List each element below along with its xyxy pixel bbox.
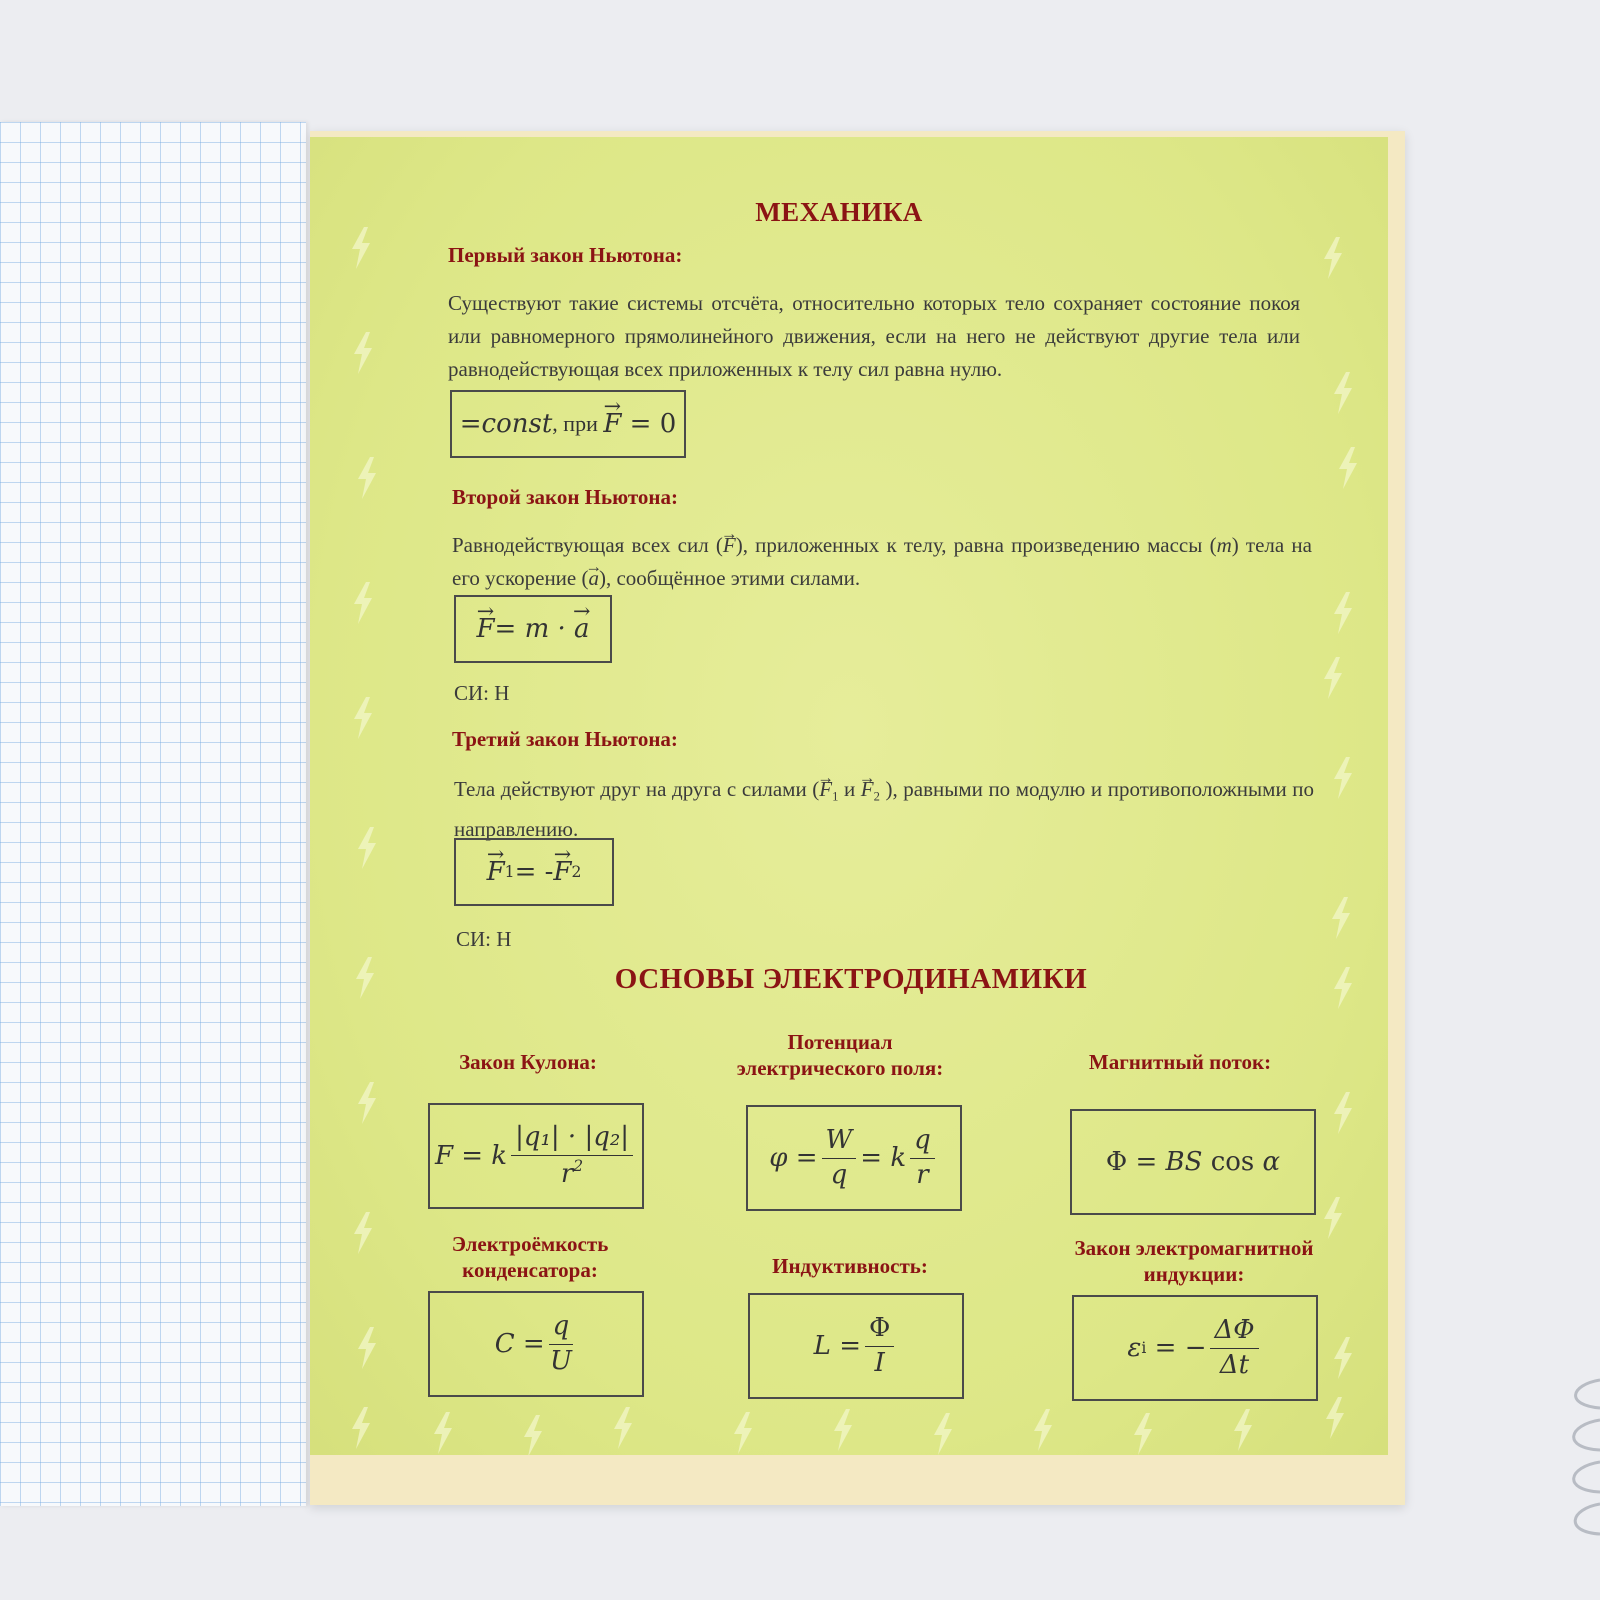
lightning-bolt-icon <box>1330 372 1356 414</box>
law2-text <box>452 529 1312 595</box>
induction-heading <box>1044 1235 1344 1287</box>
flux-heading: Магнитный поток: <box>1088 1050 1272 1074</box>
potential-num1: W <box>822 1126 857 1159</box>
law2-text-b: ), приложенных к телу, равна произведению массы ( <box>735 533 1217 557</box>
coulomb-formula-box <box>428 1103 644 1209</box>
formula-sub1: 1 <box>504 863 515 881</box>
lightning-bolt-icon <box>1030 1409 1056 1451</box>
lightning-bolt-icon <box>354 827 380 869</box>
lightning-bolt-icon <box>354 1082 380 1124</box>
content-panel <box>310 137 1388 1455</box>
lightning-bolt-icon <box>1322 1397 1348 1439</box>
potential-fraction1 <box>822 1126 857 1191</box>
lightning-bolt-icon <box>1328 897 1354 939</box>
law3-si-unit: СИ: Н <box>456 927 512 951</box>
lightning-bolt-icon <box>930 1413 956 1455</box>
grid-paper-page <box>0 122 306 1506</box>
potential-phi: φ = <box>769 1143 818 1173</box>
lightning-bolt-icon <box>1330 592 1356 634</box>
potential-formula-box <box>746 1105 962 1211</box>
induction-formula-box <box>1072 1295 1318 1401</box>
lightning-bolt-icon <box>1320 237 1346 279</box>
lightning-bolt-icon <box>1130 1413 1156 1455</box>
lightning-bolt-icon <box>348 1407 374 1449</box>
lightning-bolt-icon <box>830 1409 856 1451</box>
notebook-cover <box>310 131 1405 1505</box>
induction-heading-line1: Закон электромагнитной <box>1074 1236 1314 1260</box>
electrodynamics-title: ОСНОВЫ ЭЛЕКТРОДИНАМИКИ <box>614 963 1088 995</box>
induction-mid: = − <box>1146 1333 1207 1363</box>
flux-cos: cos <box>1202 1147 1263 1177</box>
law3-text-sub1: 1 <box>832 789 839 804</box>
law3-text-a: Тела действуют друг на друга с силами ( <box>454 777 820 801</box>
coulomb-den-base: r <box>560 1158 574 1189</box>
flux-formula-box <box>1070 1109 1316 1215</box>
law3-text-f2: → F <box>861 773 874 806</box>
lightning-bolt-icon <box>730 1412 756 1454</box>
lightning-bolt-icon <box>350 332 376 374</box>
lightning-bolt-icon <box>1330 1337 1356 1379</box>
law3-formula-box <box>454 838 614 906</box>
lightning-bolt-icon <box>430 1412 456 1454</box>
lightning-bolt-icon <box>1330 757 1356 799</box>
potential-fraction2 <box>910 1126 935 1191</box>
induction-num: ΔΦ <box>1210 1316 1258 1349</box>
law3-heading: Третий закон Ньютона: <box>452 727 678 751</box>
capacitance-heading-line2: конденсатора: <box>462 1258 598 1282</box>
law3-text-f1: → F <box>819 773 832 806</box>
induction-heading-line2: индукции: <box>1143 1262 1245 1286</box>
capacitance-num: q <box>549 1312 574 1345</box>
flux-bs: BS <box>1165 1147 1203 1177</box>
lightning-bolt-icon <box>1230 1409 1256 1451</box>
capacitance-fraction <box>549 1312 574 1377</box>
lightning-bolt-icon <box>348 227 374 269</box>
induction-fraction <box>1210 1316 1258 1381</box>
coulomb-fraction <box>511 1123 633 1190</box>
law3-text-b: ), равными по модулю и противоположными по направлению. <box>454 777 1314 842</box>
lightning-bolt-icon <box>1335 447 1361 489</box>
mechanics-title: МЕХАНИКА <box>755 197 923 227</box>
law1-text: Существуют такие системы отсчёта, относительно которых тело сохраняет состояние покоя или равномерного прямолинейного движения, если на него не действуют другие тела или равнодействующая всех приложенных к телу сил равна нулю. <box>448 291 1300 381</box>
induction-den: Δt <box>1219 1349 1250 1380</box>
induction-eps-sub: i <box>1141 1339 1147 1357</box>
formula-mass-times: = m · <box>494 614 575 644</box>
law2-text-d: ), сообщённое этими силами. <box>598 566 861 590</box>
lightning-bolt-icon <box>354 1327 380 1369</box>
lightning-bolt-icon <box>610 1407 636 1449</box>
inductance-heading: Индуктивность: <box>772 1254 928 1278</box>
formula-word: , при <box>552 411 604 436</box>
law2-formula-box <box>454 595 612 663</box>
capacitance-formula-box <box>428 1291 644 1397</box>
coulomb-lhs: F = k <box>434 1141 508 1171</box>
law1-formula-box <box>450 390 686 458</box>
law3-text-and: и <box>838 777 861 801</box>
inductance-fraction <box>865 1314 894 1379</box>
potential-den1: q <box>830 1159 848 1190</box>
formula-force-vector: → F <box>603 409 621 439</box>
law2-text-a: Равнодействующая всех сил ( <box>452 533 723 557</box>
coulomb-numerator: |q₁| · |q₂| <box>511 1123 633 1156</box>
capacitance-den: U <box>550 1345 572 1376</box>
induction-eps: ε <box>1127 1333 1142 1363</box>
coulomb-heading: Закон Кулона: <box>459 1050 597 1074</box>
lightning-bolt-icon <box>1320 1197 1346 1239</box>
capacitance-lhs: C = <box>494 1329 545 1359</box>
potential-heading <box>710 1029 970 1081</box>
spiral-binding <box>1540 1360 1600 1560</box>
potential-num2: q <box>910 1126 935 1159</box>
formula-eq-neg: = - <box>514 857 554 887</box>
lightning-bolt-icon <box>350 1212 376 1254</box>
potential-heading-line1: Потенциал <box>787 1030 893 1054</box>
lightning-bolt-icon <box>520 1415 546 1455</box>
lightning-bolt-icon <box>350 697 376 739</box>
capacitance-heading-line1: Электроёмкость <box>451 1232 609 1256</box>
law2-text-c: ) тела на его ускорение ( <box>452 533 1312 590</box>
law2-text-accel: → a <box>588 562 599 595</box>
formula-sub2: 2 <box>571 863 582 881</box>
capacitance-heading <box>410 1231 650 1283</box>
formula-f2-vector: → F <box>553 857 571 887</box>
law2-si-unit: СИ: Н <box>454 681 510 705</box>
flux-lhs: Φ = <box>1105 1147 1166 1177</box>
inductance-lhs: L = <box>813 1331 861 1361</box>
lightning-bolt-icon <box>1330 1092 1356 1134</box>
law3-text-sub2: 2 <box>873 789 880 804</box>
law2-text-mass: m <box>1216 533 1232 557</box>
law3-text <box>454 773 1314 846</box>
coulomb-den-sup: 2 <box>573 1156 584 1175</box>
law2-heading: Второй закон Ньютона: <box>452 485 679 509</box>
formula-force-vector: → F <box>476 614 494 644</box>
law1-heading: Первый закон Ньютона: <box>448 243 683 267</box>
formula-accel-vector: → a <box>574 614 590 644</box>
formula-f1-vector: → F <box>487 857 505 887</box>
inductance-num: Φ <box>865 1314 894 1347</box>
lightning-bolt-icon <box>354 457 380 499</box>
coulomb-denominator <box>561 1156 583 1190</box>
lightning-bolt-icon <box>1320 657 1346 699</box>
potential-mid: = k <box>860 1143 907 1173</box>
potential-heading-line2: электрического поля: <box>736 1056 944 1080</box>
law2-text-force: → F <box>723 529 736 562</box>
inductance-den: I <box>874 1347 885 1378</box>
flux-alpha: α <box>1262 1147 1281 1177</box>
potential-den2: r <box>916 1159 929 1190</box>
formula-const: =const <box>459 409 553 439</box>
formula-eq-zero: = 0 <box>621 409 677 439</box>
lightning-bolt-icon <box>350 582 376 624</box>
inductance-formula-box <box>748 1293 964 1399</box>
